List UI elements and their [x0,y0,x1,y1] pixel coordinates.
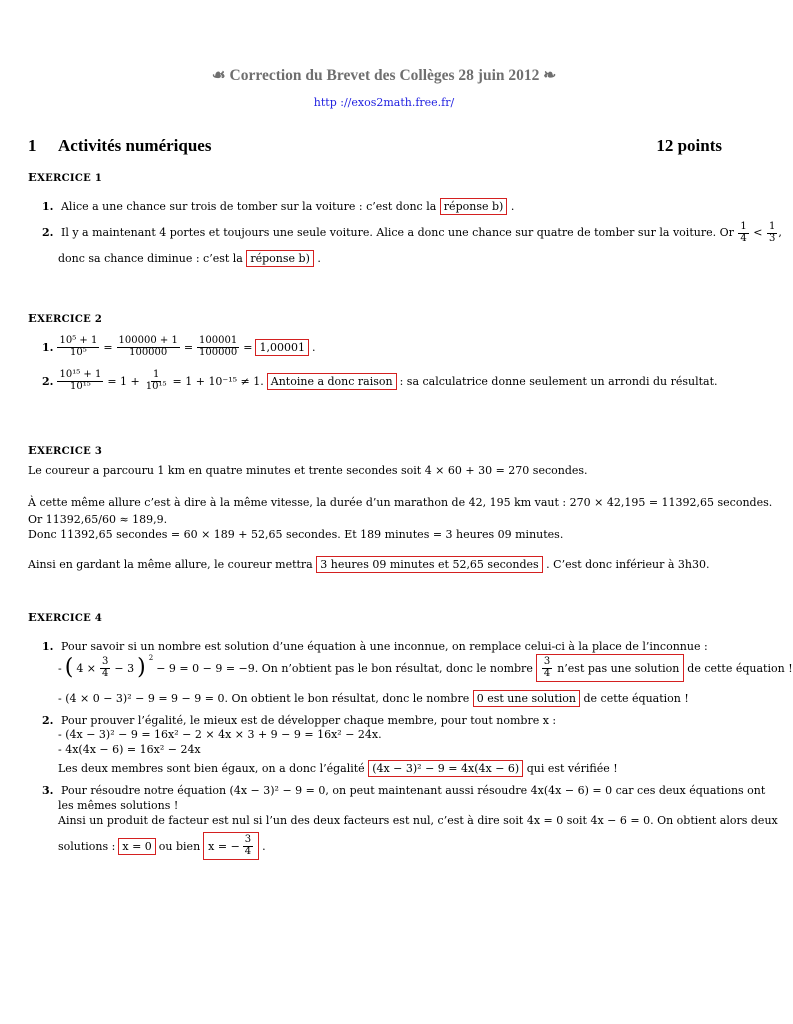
ex1-item-2-end: . [317,252,321,265]
fraction-one-third: $\frac{1}{3}$ [768,221,776,244]
comma: , [778,226,782,239]
ex4-item-2-line-3-start: Les deux membres sont bien égaux, on a donc l’égalité [58,762,365,775]
ex1-item-1-number: 1. [42,200,54,213]
ex1-item-1-answer-box: réponse b) [440,198,508,215]
ex4-item-2-number: 2. [42,714,54,727]
equals-sign: = [103,340,113,354]
ex4-item-1b-end: de cette équation ! [583,692,689,705]
ex3-line-1: Le coureur a parcouru 1 km en quatre minutes et trente secondes soit 4 × 60 + 30 = 270 secondes. [28,464,588,477]
section-number: 1 [28,136,37,155]
section-points: 12 points [656,136,722,155]
ex4-item-1a-answer-box: $\frac{3}{4}$ n’est pas une solution [536,654,684,682]
ex1-item-2-number: 2. [42,226,54,239]
ex3-line-5-start: Ainsi en gardant la même allure, le coureur mettra [28,558,313,571]
ex4-item-3-answer-box-2: x = − $\frac{3}{4}$ [203,832,259,860]
exercise-1-heading: EXERCICE 1 [28,170,103,184]
ex2-item-1-end: . [311,340,316,354]
ex2-item-2-mid-1: = 1 + [107,374,140,388]
dash: - [58,661,62,675]
ex2-item-1-answer-box: 1,00001 [255,339,309,356]
ex4-item-2-line-3-end: qui est vérifiée ! [526,762,618,775]
exercise-4-heading: EXERCICE 4 [28,610,103,624]
ex1-item-2-text: Il y a maintenant 4 portes et toujours une seule voiture. Alice a donc une chance sur quatre de tomber sur la voiture. Or [60,226,734,239]
less-than-sign: < [753,226,763,239]
ex2-fraction-d: $\frac{\text{10¹⁵ + 1}}{\text{10¹⁵}}$ [59,369,102,392]
ex1-item-2-answer-box: réponse b) [246,250,314,267]
ex4-item-3-line-4-start: solutions : [58,839,116,853]
ex4-item-3-mid: ou bien [158,839,201,853]
ex4-item-3-number: 3. [42,784,54,797]
fraction-one-quarter: $\frac{1}{4}$ [740,221,747,244]
ex4-item-1a-inner-1: 4 × [76,661,97,675]
ex3-line-4: Donc 11392,65 secondes = 60 × 189 + 52,65 secondes. Et 189 minutes = 3 heures 09 minutes. [28,528,564,541]
ex3-answer-box: 3 heures 09 minutes et 52,65 secondes [316,556,542,573]
fraction-three-quarters: $\frac{3}{4}$ [102,656,109,679]
ex4-item-2-line-1: - (4x − 3)² − 9 = 16x² − 2 × 4x × 3 + 9 − 9 = 16x² − 24x. [58,728,382,741]
ex2-item-2-mid-2: = 1 + 10⁻¹⁵ ≠ 1. [172,374,264,388]
document-title: ☙ Correction du Brevet des Collèges 28 juin 2012 ❧ [211,67,557,84]
ex2-fraction-a: $\frac{\text{10⁵ + 1}}{\text{10⁵}}$ [59,335,98,358]
section-title: Activités numériques [58,136,212,155]
ex4-item-2-intro: Pour prouver l’égalité, le mieux est de développer chaque membre, pour tout nombre x : [60,714,557,727]
close-paren: ) [137,655,146,680]
ex1-item-1-text: Alice a une chance sur trois de tomber sur la voiture : c’est donc la [60,200,437,213]
ex4-item-1a-inner-2: − 3 [114,661,135,675]
ex4-item-3-end: . [262,839,266,853]
ex4-item-1b-text: - (4 × 0 − 3)² − 9 = 9 − 9 = 0. On obtient le bon résultat, donc le nombre [58,692,470,705]
ex4-item-3-line-1: Pour résoudre notre équation (4x − 3)² − 9 = 0, on peut maintenant aussi résoudre 4x(4x − 6) = 0 car ces deux équations ont [60,784,766,797]
ex2-item-2-number: 2. [42,374,54,388]
ex4-item-1a-text: − 9 = 0 − 9 = −9. On n’obtient pas le bon résultat, donc le nombre [156,661,533,675]
ex4-item-3-answer-box-1: x = 0 [118,838,155,855]
source-link[interactable]: http ://exos2math.free.fr/ [313,96,455,109]
ex4-item-2-line-2: - 4x(4x − 6) = 16x² − 24x [58,743,201,756]
ex3-line-5-end: . C’est donc inférieur à 3h30. [546,558,710,571]
ex2-item-2-end: : sa calculatrice donne seulement un arrondi du résultat. [399,374,718,388]
open-paren: ( [64,655,74,680]
equals-sign: = [183,340,194,354]
ex4-item-3-line-3: Ainsi un produit de facteur est nul si l’un des deux facteurs est nul, c’est à dire soit 4x = 0 soit 4x − 6 = 0. On obtient alors deux [58,814,778,827]
ex3-line-3: Or 11392,65/60 ≈ 189,9. [28,513,168,526]
exercise-3-heading: EXERCICE 3 [28,443,103,457]
ex2-fraction-b: $\frac{100000 + 1}{100000}$ [118,335,178,358]
ex2-item-2-answer-box: Antoine a donc raison [267,373,397,390]
exercise-2-heading: EXERCICE 2 [28,311,103,325]
ex4-item-3-line-2: les mêmes solutions ! [58,799,179,812]
ex2-fraction-e: $\frac{1}{\text{10¹⁵}}$ [145,369,167,392]
ex1-item-2-line-2: donc sa chance diminue : c’est la [58,252,243,265]
ex1-item-1-end: . [510,200,515,213]
ex4-item-1-number: 1. [42,640,54,653]
ex4-item-1a-end: de cette équation ! [687,661,793,675]
ex4-item-1-intro: Pour savoir si un nombre est solution d’une équation à une inconnue, on remplace celui-ci à la place de l’inconnue : [60,640,708,653]
ex3-line-2: À cette même allure c’est à dire à la même vitesse, la durée d’un marathon de 42, 195 km vaut : 270 × 42,195 = 11392,65 secondes. [28,496,773,509]
ex4-item-2-answer-box: (4x − 3)² − 9 = 4x(4x − 6) [368,760,523,777]
ex4-item-1b-answer-box: 0 est une solution [473,690,580,707]
ex2-item-1-number: 1. [42,340,54,354]
equals-sign: = [243,340,253,354]
ex2-fraction-c: $\frac{100001}{100000}$ [199,335,238,358]
